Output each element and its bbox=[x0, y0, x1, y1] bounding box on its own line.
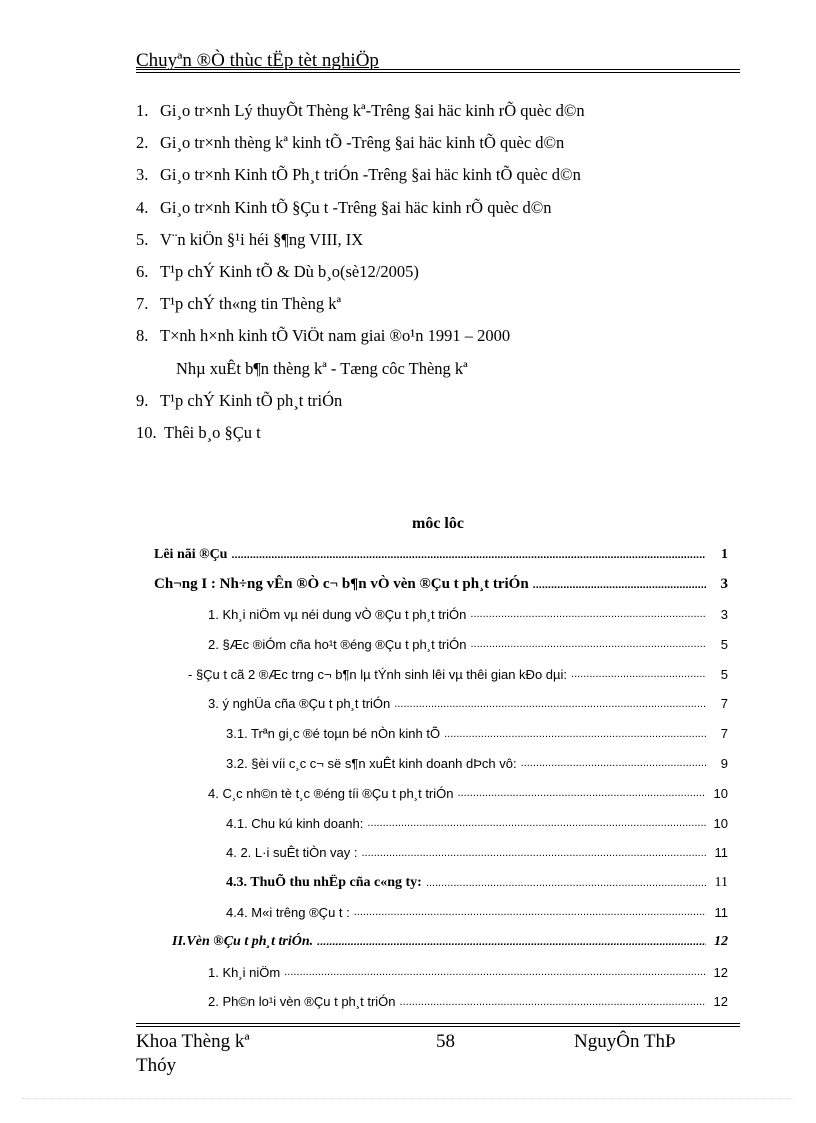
toc-entry-label: 2. §Æc ®iÓm cña ho¹t ®éng ®Çu t ph¸t triÓn bbox=[208, 636, 467, 652]
reference-number: 8. bbox=[136, 326, 149, 346]
toc-entry-label: II.Vèn ®Çu t ph¸t triÓn. bbox=[172, 934, 314, 950]
toc-entry-page: 12 bbox=[713, 994, 728, 1010]
toc-entry-page: 9 bbox=[720, 755, 728, 771]
reference-text: Thêi b¸o §Çu t bbox=[164, 422, 261, 442]
toc-entry bbox=[154, 719, 728, 749]
reference-item bbox=[136, 192, 736, 224]
toc-leader bbox=[362, 847, 707, 859]
reference-text: T×nh h×nh kinh tÕ ViÖt nam giai ®o¹n 1991 – 2000 bbox=[160, 326, 511, 346]
reference-number: 7. bbox=[136, 294, 149, 314]
toc-leader bbox=[444, 728, 706, 740]
toc-entry-page: 10 bbox=[713, 785, 728, 801]
reference-number: 3. bbox=[136, 165, 149, 185]
reference-item bbox=[136, 256, 736, 288]
toc-entry-label: 4. 2. L·i suÊt tiÒn vay : bbox=[226, 845, 358, 861]
reference-text: T¹p chÝ Kinh tÕ ph¸t triÓn bbox=[160, 390, 343, 410]
toc-entry-page: 7 bbox=[720, 726, 728, 742]
reference-item bbox=[136, 95, 736, 127]
toc-entry bbox=[154, 540, 728, 570]
toc-leader bbox=[284, 966, 706, 978]
reference-item bbox=[136, 288, 736, 320]
reference-text: Gi¸o tr×nh Kinh tÕ Ph¸t triÓn -Trêng §ai häc kinh tÕ quèc d©n bbox=[160, 165, 581, 185]
reference-item bbox=[136, 320, 736, 352]
header-rule bbox=[136, 69, 740, 70]
toc-entry-label: 4. C¸c nh©n tè t¸c ®éng tíi ®Çu t ph¸t triÓn bbox=[208, 785, 454, 801]
toc-entry bbox=[154, 778, 728, 808]
footer-department: Khoa Thèng kª Thóy bbox=[136, 1031, 250, 1076]
toc-entry bbox=[154, 689, 728, 719]
toc-entry-page: 12 bbox=[713, 964, 728, 980]
toc-leader bbox=[317, 936, 706, 948]
toc-entry-page: 11 bbox=[714, 874, 728, 890]
toc-entry bbox=[154, 749, 728, 779]
reference-number: 2. bbox=[136, 133, 149, 153]
toc-leader bbox=[571, 668, 706, 680]
toc-entry bbox=[154, 927, 728, 957]
toc-entry bbox=[154, 838, 728, 868]
page-header-title: Chuyªn ®Ò thùc tËp tèt nghiÖp bbox=[136, 50, 379, 71]
header-rule bbox=[136, 72, 740, 73]
toc-entry-page: 10 bbox=[713, 815, 728, 831]
toc-leader bbox=[394, 698, 706, 710]
toc-entry-label: 3.1. Trªn gi¸c ®é toµn bé nÒn kinh tÕ bbox=[226, 726, 441, 742]
reference-number: 1. bbox=[136, 101, 149, 121]
toc-leader bbox=[400, 996, 706, 1008]
reference-text: Gi¸o tr×nh Lý thuyÕt Thèng kª-Trêng §ai häc kinh rÕ quèc d©n bbox=[160, 101, 585, 121]
toc-entry-page: 5 bbox=[720, 636, 728, 652]
reference-number: 5. bbox=[136, 229, 149, 249]
reference-text: Nhµ xuÊt b¶n thèng kª - Tæng côc Thèng kª bbox=[176, 358, 468, 378]
toc-entry-page: 3 bbox=[720, 606, 728, 622]
toc-entry-page: 7 bbox=[720, 696, 728, 712]
reference-item-continuation bbox=[136, 353, 736, 385]
toc-leader bbox=[471, 638, 707, 650]
toc-entry-label: 4.3. ThuÕ thu nhËp cña c«ng ty: bbox=[226, 874, 422, 890]
toc-title: môc lôc bbox=[412, 515, 464, 532]
toc-leader bbox=[533, 579, 706, 591]
reference-text: V¨n kiÖn §¹i héi §¶ng VIII, IX bbox=[160, 229, 364, 249]
reference-number: 6. bbox=[136, 262, 149, 282]
toc-entry-label: Ch¬ng I : Nh÷ng vÊn ®Ò c¬ b¶n vÒ vèn ®Çu t ph¸t triÓn bbox=[154, 576, 529, 593]
reference-text: Gi¸o tr×nh thèng kª kinh tÕ -Trêng §ai häc kinh tÕ quèc d©n bbox=[160, 133, 565, 153]
toc-entry-page: 5 bbox=[720, 666, 728, 682]
footer-author: NguyÔn ThÞ bbox=[574, 1031, 676, 1052]
toc-leader bbox=[521, 757, 706, 769]
reference-item bbox=[136, 127, 736, 159]
reference-item bbox=[136, 224, 736, 256]
toc-entry-page: 1 bbox=[721, 546, 728, 562]
page-edge bbox=[22, 1098, 794, 1099]
toc-entry bbox=[154, 987, 728, 1017]
toc-leader bbox=[231, 549, 706, 561]
toc-entry-label: 4.4. M«i trêng ®Çu t : bbox=[226, 904, 350, 920]
toc-leader bbox=[458, 787, 707, 799]
reference-list bbox=[136, 95, 736, 449]
reference-number: 10. bbox=[136, 422, 157, 442]
reference-number: 4. bbox=[136, 197, 149, 217]
toc-entry-label: 3. ý nghÜa cña ®Çu t ph¸t triÓn bbox=[208, 696, 391, 712]
toc-leader bbox=[354, 906, 706, 918]
reference-text: Gi¸o tr×nh Kinh tÕ §Çu t -Trêng §ai häc kinh rÕ quèc d©n bbox=[160, 197, 552, 217]
reference-item bbox=[136, 159, 736, 191]
reference-number: 9. bbox=[136, 390, 149, 410]
reference-text: T¹p chÝ Kinh tÕ & Dù b¸o(sè12/2005) bbox=[160, 262, 419, 282]
footer-page-number: 58 bbox=[436, 1031, 455, 1052]
toc-entry-label: 4.1. Chu kú kinh doanh: bbox=[226, 815, 364, 831]
toc-entry-label: - §Çu t cã 2 ®Æc trng c¬ b¶n lµ tÝnh sinh lêi vµ thêi gian kÐo dµi: bbox=[188, 666, 568, 682]
toc-entry bbox=[154, 808, 728, 838]
table-of-contents bbox=[154, 540, 728, 1017]
toc-entry-label: Lêi nãi ®Çu bbox=[154, 546, 228, 562]
toc-entry bbox=[154, 600, 728, 630]
toc-entry bbox=[154, 629, 728, 659]
toc-entry-label: 1. Kh¸i niÖm vµ néi dung vÒ ®Çu t ph¸t triÓn bbox=[208, 606, 467, 622]
toc-entry bbox=[154, 868, 728, 898]
toc-entry-page: 3 bbox=[720, 576, 728, 593]
toc-entry-label: 3.2. §èi víi c¸c c¬ së s¶n xuÊt kinh doanh dÞch vô: bbox=[226, 755, 517, 771]
toc-entry bbox=[154, 570, 728, 600]
reference-item bbox=[136, 385, 736, 417]
toc-entry bbox=[154, 957, 728, 987]
toc-entry bbox=[154, 659, 728, 689]
reference-text: T¹p chÝ th«ng tin Thèng kª bbox=[160, 294, 342, 314]
footer-rule bbox=[136, 1026, 740, 1027]
toc-leader bbox=[367, 817, 706, 829]
toc-entry-label: 2. Ph©n lo¹i vèn ®Çu t ph¸t triÓn bbox=[208, 994, 396, 1010]
toc-entry-label: 1. Kh¸i niÖm bbox=[208, 964, 281, 980]
toc-entry-page: 12 bbox=[714, 934, 728, 950]
toc-entry bbox=[154, 898, 728, 928]
toc-entry-page: 11 bbox=[714, 904, 728, 920]
toc-leader bbox=[470, 608, 706, 620]
reference-item bbox=[136, 417, 736, 449]
toc-leader bbox=[426, 877, 706, 889]
footer-rule bbox=[136, 1023, 740, 1024]
toc-entry-page: 11 bbox=[714, 845, 728, 861]
